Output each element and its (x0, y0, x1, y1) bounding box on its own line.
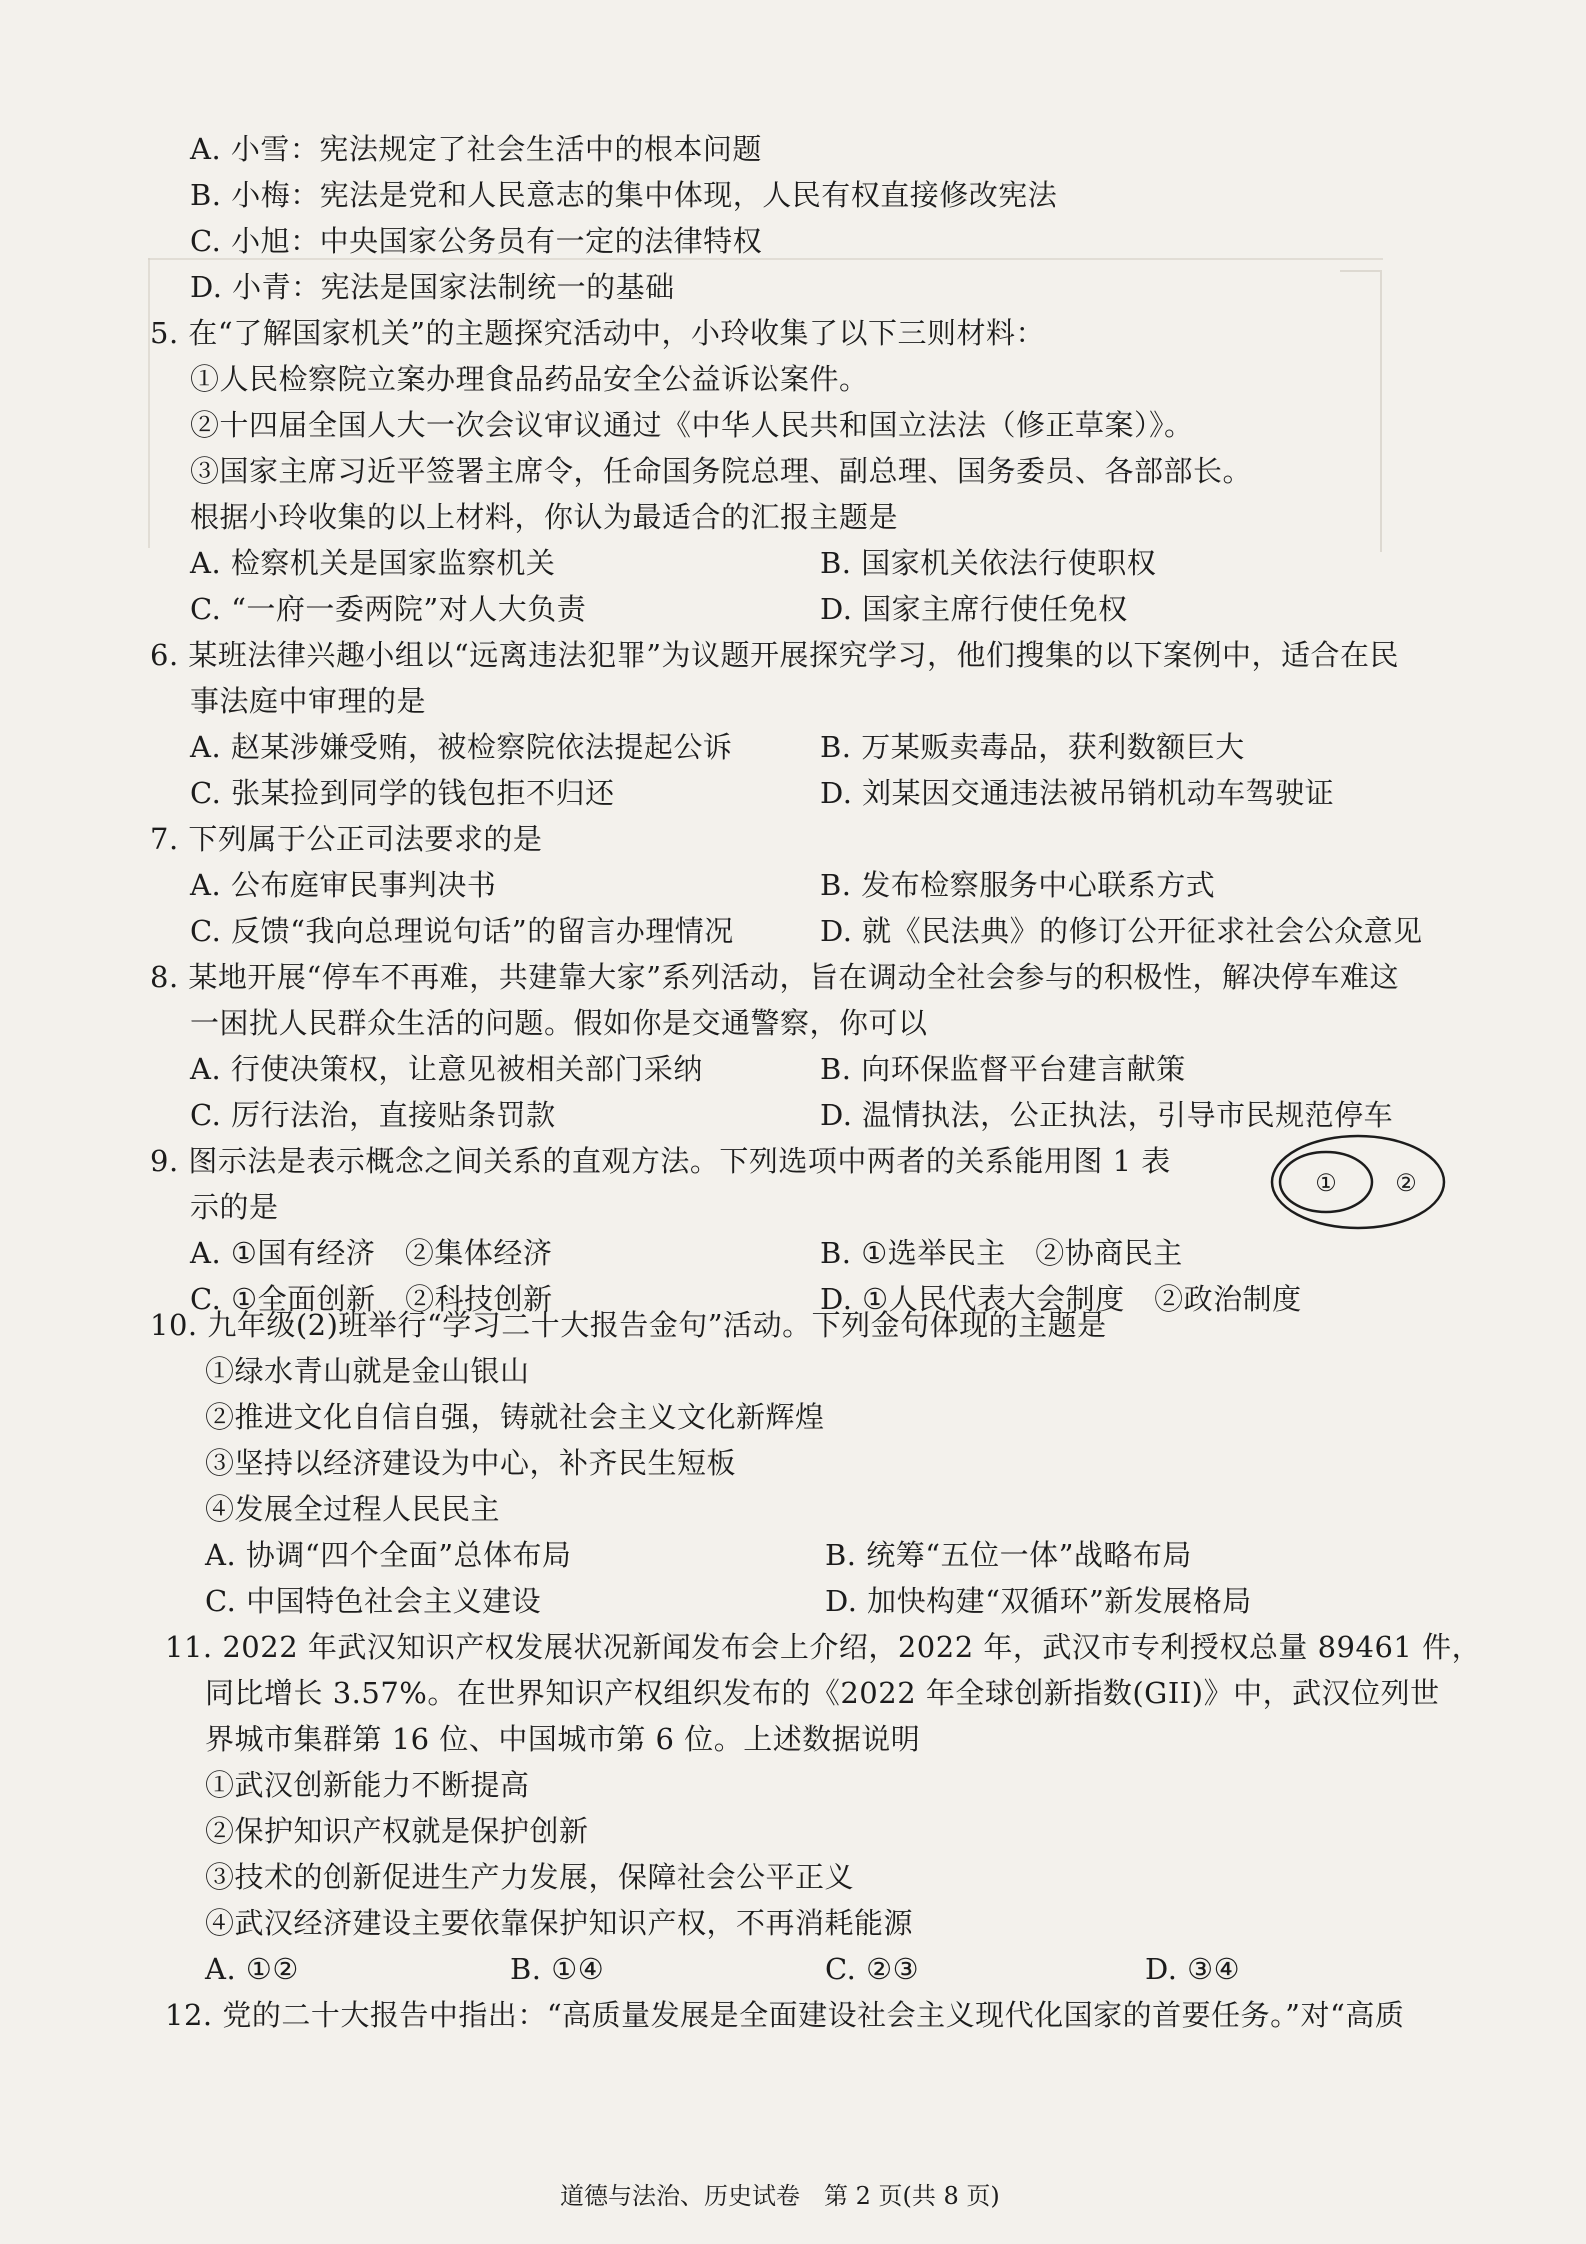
show-through-line (148, 258, 150, 548)
q10-item-2: ②推进文化自信自强，铸就社会主义文化新辉煌 (205, 1400, 825, 1434)
q12-stem: 12. 党的二十大报告中指出：“高质量发展是全面建设社会主义现代化国家的首要任务。”对“高质 (165, 1998, 1405, 2032)
q5-option-a: A. 检察机关是国家监察机关 (190, 546, 556, 580)
q11-stem-line1: 11. 2022 年武汉知识产权发展状况新闻发布会上介绍，2022 年，武汉市专利授权总量 89461 件， (165, 1630, 1482, 1664)
q10-option-b: B. 统筹“五位一体”战略布局 (825, 1538, 1192, 1572)
q9-stem-line1: 9. 图示法是表示概念之间关系的直观方法。下列选项中两者的关系能用图 1 表 (150, 1144, 1171, 1178)
outer-ellipse (1272, 1136, 1444, 1228)
q11-option-b: B. ①④ (510, 1952, 605, 1986)
q6-stem-line1: 6. 某班法律兴趣小组以“远离违法犯罪”为议题开展探究学习，他们搜集的以下案例中，适合在民 (150, 638, 1400, 672)
q8-stem-line1: 8. 某地开展“停车不再难，共建靠大家”系列活动，旨在调动全社会参与的积极性，解决停车难这 (150, 960, 1400, 994)
q11-stem-line2: 同比增长 3.57%。在世界知识产权组织发布的《2022 年全球创新指数(GII)》中，武汉位列世 (205, 1676, 1440, 1710)
show-through-box (1340, 270, 1382, 552)
q5-material-3: ③国家主席习近平签署主席令，任命国务院总理、副总理、国务委员、各部部长。 (190, 454, 1253, 488)
q4-option-c: C. 小旭：中央国家公务员有一定的法律特权 (190, 224, 763, 258)
q4-option-a: A. 小雪：宪法规定了社会生活中的根本问题 (190, 132, 762, 166)
q9-option-d: D. ①人民代表大会制度 ②政治制度 (820, 1282, 1302, 1316)
q11-option-a: A. ①② (205, 1952, 299, 1986)
q6-option-a: A. 赵某涉嫌受贿，被检察院依法提起公诉 (190, 730, 733, 764)
q7-option-c: C. 反馈“我向总理说句话”的留言办理情况 (190, 914, 734, 948)
q8-option-b: B. 向环保监督平台建言献策 (820, 1052, 1186, 1086)
q6-option-b: B. 万某贩卖毒品，获利数额巨大 (820, 730, 1245, 764)
q6-stem-line2: 事法庭中审理的是 (190, 684, 427, 718)
q7-option-a: A. 公布庭审民事判决书 (190, 868, 497, 902)
q6-option-d: D. 刘某因交通违法被吊销机动车驾驶证 (820, 776, 1335, 810)
q8-option-c: C. 厉行法治，直接贴条罚款 (190, 1098, 556, 1132)
q10-item-1: ①绿水青山就是金山银山 (205, 1354, 530, 1388)
q4-option-b: B. 小梅：宪法是党和人民意志的集中体现，人民有权直接修改宪法 (190, 178, 1058, 212)
q9-option-c: C. ①全面创新 ②科技创新 (190, 1282, 553, 1316)
q11-item-3: ③技术的创新促进生产力发展，保障社会公平正义 (205, 1860, 855, 1894)
q11-option-c: C. ②③ (825, 1952, 920, 1986)
q5-stem: 5. 在“了解国家机关”的主题探究活动中，小玲收集了以下三则材料： (150, 316, 1046, 350)
inner-label: ① (1315, 1169, 1337, 1197)
q10-item-4: ④发展全过程人民民主 (205, 1492, 501, 1526)
q7-option-d: D. 就《民法典》的修订公开征求社会公众意见 (820, 914, 1423, 948)
page-footer: 道德与法治、历史试卷 第 2 页(共 8 页) (560, 2182, 1000, 2210)
q11-item-1: ①武汉创新能力不断提高 (205, 1768, 530, 1802)
q10-option-d: D. 加快构建“双循环”新发展格局 (825, 1584, 1252, 1618)
q11-option-d: D. ③④ (1145, 1952, 1241, 1986)
q11-item-4: ④武汉经济建设主要依靠保护知识产权，不再消耗能源 (205, 1906, 914, 1940)
q9-option-b: B. ①选举民主 ②协商民主 (820, 1236, 1183, 1270)
q10-option-a: A. 协调“四个全面”总体布局 (205, 1538, 572, 1572)
q5-material-2: ②十四届全国人大一次会议审议通过《中华人民共和国立法法（修正草案）》。 (190, 408, 1194, 442)
q11-item-2: ②保护知识产权就是保护创新 (205, 1814, 589, 1848)
outer-label: ② (1395, 1169, 1417, 1197)
q10-item-3: ③坚持以经济建设为中心，补齐民生短板 (205, 1446, 737, 1480)
q10-option-c: C. 中国特色社会主义建设 (205, 1584, 542, 1618)
q5-option-d: D. 国家主席行使任免权 (820, 592, 1128, 626)
q5-ask: 根据小玲收集的以上材料，你认为最适合的汇报主题是 (190, 500, 899, 534)
q5-material-1: ①人民检察院立案办理食品药品安全公益诉讼案件。 (190, 362, 869, 396)
q9-option-a: A. ①国有经济 ②集体经济 (190, 1236, 553, 1270)
q8-stem-line2: 一困扰人民群众生活的问题。假如你是交通警察，你可以 (190, 1006, 928, 1040)
q5-option-b: B. 国家机关依法行使职权 (820, 546, 1157, 580)
q9-stem-line2: 示的是 (190, 1190, 279, 1224)
q11-stem-line3: 界城市集群第 16 位、中国城市第 6 位。上述数据说明 (205, 1722, 921, 1756)
q8-option-d: D. 温情执法，公正执法，引导市民规范停车 (820, 1098, 1394, 1132)
q8-option-a: A. 行使决策权，让意见被相关部门采纳 (190, 1052, 703, 1086)
q4-option-d: D. 小青：宪法是国家法制统一的基础 (190, 270, 675, 304)
q5-option-c: C. “一府一委两院”对人大负责 (190, 592, 587, 626)
q10-stem: 10. 九年级(2)班举行“学习二十大报告金句”活动。下列金句体现的主题是 (150, 1308, 1107, 1342)
q7-option-b: B. 发布检察服务中心联系方式 (820, 868, 1216, 902)
q6-option-c: C. 张某捡到同学的钱包拒不归还 (190, 776, 615, 810)
q7-stem: 7. 下列属于公正司法要求的是 (150, 822, 543, 856)
figure-1-venn-diagram (1268, 1132, 1448, 1232)
